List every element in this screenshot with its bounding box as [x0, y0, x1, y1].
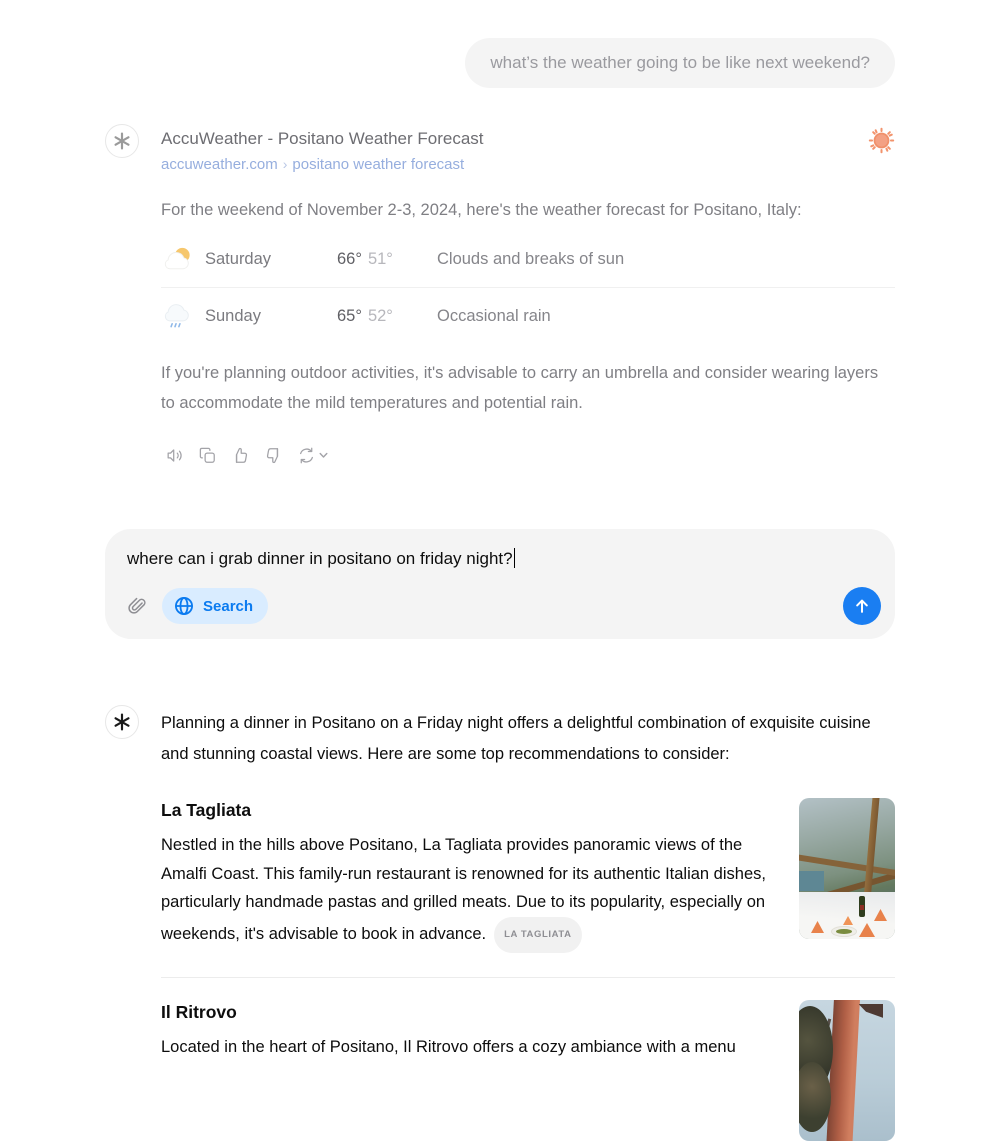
read-aloud-icon — [165, 446, 184, 465]
chevron-down-icon — [319, 452, 328, 459]
restaurant-section-il-ritrovo — [161, 1000, 895, 1141]
user-message-row — [105, 38, 895, 88]
forecast-table — [161, 231, 895, 344]
forecast-condition: Clouds and breaks of sun — [437, 249, 625, 268]
high-temp: 66° — [337, 249, 362, 268]
copy-icon — [198, 446, 217, 465]
assistant-weather-message — [105, 124, 895, 469]
dinner-intro-text: Planning a dinner in Positano on a Friday night offers a delightful combination of exquisite cuisine and stunning coastal views. Here are some top recommendations to consider: — [161, 714, 871, 763]
forecast-temps — [337, 307, 437, 326]
forecast-temps — [337, 250, 437, 269]
thumbs-down-button[interactable] — [260, 442, 287, 469]
restaurant-text — [161, 798, 773, 953]
send-button[interactable] — [843, 587, 881, 625]
user-message-bubble: what’s the weather going to be like next weekend? — [465, 38, 895, 88]
low-temp: 52° — [367, 306, 393, 325]
chat-input-value: where can i grab dinner in positano on friday night? — [127, 549, 513, 568]
accuweather-sun-icon[interactable] — [868, 127, 895, 154]
search-toggle-button[interactable] — [162, 588, 268, 624]
la-tagliata-photo[interactable] — [799, 798, 895, 939]
regenerate-icon — [297, 446, 316, 465]
weather-outro-text: If you're planning outdoor activities, it's advisable to carry an umbrella and consider wearing layers to accommodate the mild temperatures and potential rain. — [161, 364, 879, 412]
forecast-day: Sunday — [205, 306, 261, 325]
chat-composer[interactable] — [105, 529, 895, 639]
restaurant-name: La Tagliata — [161, 800, 252, 820]
openai-logo-icon — [112, 712, 132, 732]
weather-intro-text: For the weekend of November 2-3, 2024, here's the weather forecast for Positano, Italy: — [161, 201, 802, 219]
search-toggle-label: Search — [203, 597, 254, 615]
low-temp: 51° — [367, 249, 393, 268]
thumbs-down-icon — [264, 446, 283, 465]
forecast-row-saturday — [161, 231, 895, 288]
restaurant-text — [161, 1000, 773, 1141]
rain-icon — [161, 300, 194, 332]
globe-icon — [173, 595, 195, 617]
restaurant-section-la-tagliata — [161, 798, 895, 953]
source-header — [161, 127, 895, 173]
chat-input[interactable] — [125, 547, 881, 571]
breadcrumb — [161, 156, 484, 173]
chat-page — [105, 0, 895, 1141]
restaurant-description: Located in the heart of Positano, Il Ritrovo offers a cozy ambiance with a menu — [161, 1038, 736, 1056]
assistant-avatar — [105, 124, 139, 158]
forecast-condition: Occasional rain — [437, 306, 551, 325]
breadcrumb-separator: › — [282, 156, 288, 172]
breadcrumb-path-link[interactable]: positano weather forecast — [292, 156, 465, 173]
section-divider — [161, 977, 895, 978]
attach-icon — [127, 596, 148, 617]
source-block — [161, 127, 484, 173]
assistant-avatar — [105, 705, 139, 739]
thumbs-up-button[interactable] — [227, 442, 254, 469]
thumbs-up-icon — [231, 446, 250, 465]
copy-button[interactable] — [194, 442, 221, 469]
openai-logo-icon — [112, 131, 132, 151]
high-temp: 65° — [337, 306, 362, 325]
breadcrumb-site-link[interactable]: accuweather.com — [161, 156, 278, 173]
composer-toolbar — [125, 587, 881, 625]
send-up-arrow-icon — [852, 596, 872, 616]
attach-button[interactable] — [125, 594, 150, 619]
read-aloud-button[interactable] — [161, 442, 188, 469]
restaurant-description: Nestled in the hills above Positano, La Tagliata provides panoramic views of the Amalfi Coast. This family-run restaurant is renowned for its authentic Italian dishes, particularly handmade pastas and grilled meats. Due to its popularity, especially on weekends, it's advisable to book in advance. LA TAGLIATA — [161, 831, 773, 953]
regenerate-button[interactable] — [293, 442, 332, 469]
assistant-dinner-message — [105, 705, 895, 1141]
forecast-day: Saturday — [205, 249, 272, 268]
source-title: AccuWeather - Positano Weather Forecast — [161, 129, 484, 148]
assistant-weather-content — [161, 124, 895, 469]
citation-pill[interactable]: LA TAGLIATA — [494, 917, 581, 954]
il-ritrovo-photo[interactable] — [799, 1000, 895, 1141]
forecast-row-sunday — [161, 288, 895, 344]
partly-sunny-icon — [161, 244, 194, 274]
assistant-dinner-content — [161, 705, 895, 1141]
text-caret — [514, 548, 516, 568]
restaurant-name: Il Ritrovo — [161, 1002, 237, 1022]
message-actions — [161, 442, 895, 469]
